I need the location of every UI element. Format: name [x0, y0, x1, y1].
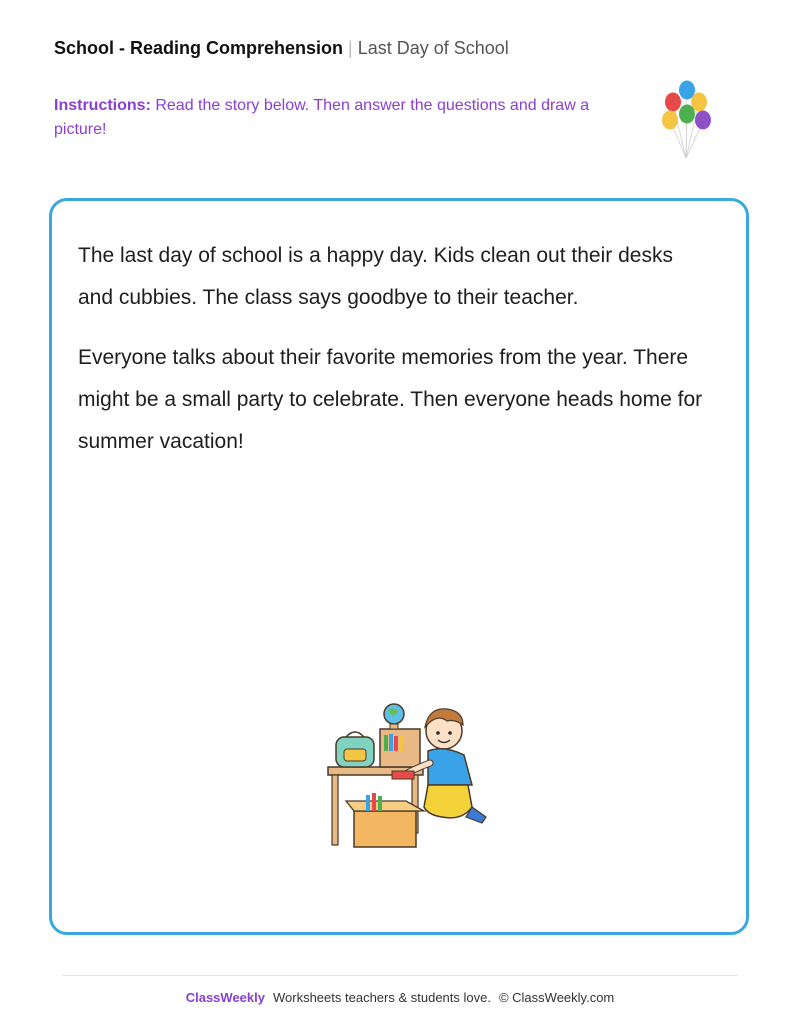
footer	[0, 990, 800, 1005]
topic-title: Last Day of School	[357, 38, 509, 58]
footer-brand: ClassWeekly	[185, 990, 265, 1005]
footer-tagline: Worksheets teachers & students love.	[272, 990, 491, 1005]
story-text	[78, 235, 708, 481]
story-paragraph-2: Everyone talks about their favorite memories from the year. There might be a small party to celebrate. Then everyone heads home for summer vacation!	[78, 346, 703, 453]
worksheet-header	[54, 37, 509, 59]
balloons-icon	[640, 70, 730, 180]
boy-packing-desk-illustration	[324, 699, 524, 859]
instructions	[54, 94, 614, 142]
instructions-text: Read the story below. Then answer the questions and draw a picture!	[54, 97, 590, 138]
story-box	[49, 198, 749, 935]
story-paragraph-1: The last day of school is a happy day. Kids clean out their desks and cubbies. The class says goodbye to their teacher.	[78, 244, 673, 309]
footer-divider	[62, 975, 738, 976]
instructions-label: Instructions:	[54, 97, 151, 114]
header-separator: |	[348, 38, 353, 58]
subject-title: School - Reading Comprehension	[54, 38, 344, 58]
footer-copyright: © ClassWeekly.com	[498, 990, 615, 1005]
